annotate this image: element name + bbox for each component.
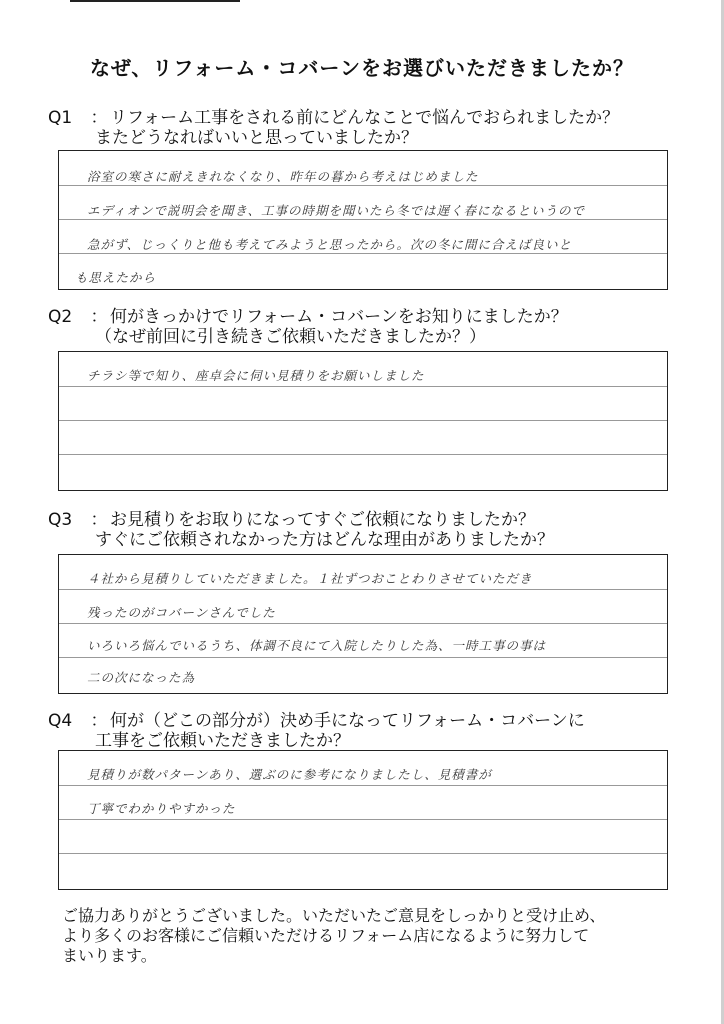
question-text: リフォーム工事をされる前にどんなことで悩んでおられましたか？ [110,108,620,128]
question-1: Q1 ： リフォーム工事をされる前にどんなことで悩んでおられましたか？ またどうなればいいと思っていましたか？ [48,108,620,148]
answer-line: 二の次になった為 [87,670,196,685]
question-label: Q2 [48,307,73,327]
question-text-2: （なぜ前回に引き続きご依頼いただきましたか？） [95,327,486,347]
answer-box-2 [58,351,668,491]
answer-line: いろいろ悩んでいるうち、体調不良にて入院したりした為、一時工事の事は [87,638,547,653]
question-label: Q3 [48,510,73,530]
question-3: Q3 ： お見積りをお取りになってすぐご依頼になりましたか？ すぐにご依頼されなかった方はどんな理由がありましたか？ [48,510,554,550]
question-4: Q4 ： 何が（どこの部分が）決め手になってリフォーム・コバーンに 工事をご依頼いただきましたか？ [48,711,585,751]
answer-line: も思えたから [75,270,157,285]
question-text: 何が（どこの部分が）決め手になってリフォーム・コバーンに [110,711,585,731]
answer-box-4 [58,750,668,890]
question-label: Q1 [48,108,73,128]
top-edge-line [70,0,240,2]
answer-box-3 [58,554,668,694]
question-text: 何がきっかけでリフォーム・コバーンをお知りにましたか？ [110,307,568,327]
answer-line: 丁寧でわかりやすかった [87,801,236,816]
question-label: Q4 [48,711,73,731]
question-text-2: 工事をご依頼いただきましたか？ [95,731,350,751]
question-text-2: すぐにご依頼されなかった方はどんな理由がありましたか？ [95,530,554,550]
answer-line: ４社から見積りしていただきました。１社ずつおことわりさせていただき [87,571,533,586]
question-text-2: またどうなればいいと思っていましたか？ [95,128,418,148]
answer-box-1 [58,150,668,290]
page-title: なぜ、リフォーム・コバーンをお選びいただきましたか？ [90,56,634,80]
question-text: お見積りをお取りになってすぐご依頼になりましたか？ [110,510,535,530]
answer-line: エディオンで説明会を聞き、工事の時期を聞いたら冬では遅く春になるというので [87,203,586,218]
answer-line: 浴室の寒さに耐えきれなくなり、昨年の暮から考えはじめました [87,169,479,184]
answer-line: チラシ等で知り、座卓会に伺い見積りをお願いしました [87,368,425,383]
answer-line: 急がず、じっくりと他も考えてみようと思ったから。次の冬に間に合えば良いと [87,237,573,252]
answer-line: 残ったのがコバーンさんでした [87,605,276,620]
question-2: Q2 ： 何がきっかけでリフォーム・コバーンをお知りにましたか？ （なぜ前回に引き続きご依頼いただきましたか？） [48,307,568,347]
answer-line: 見積りが数パターンあり、選ぶのに参考になりましたし、見積書が [87,767,492,782]
closing-message: ご協力ありがとうございました。いただいたご意見をしっかりと受け止め、 より多くのお客様にご信頼いただけるリフォーム店になるように努力して まいります。 [62,906,606,965]
